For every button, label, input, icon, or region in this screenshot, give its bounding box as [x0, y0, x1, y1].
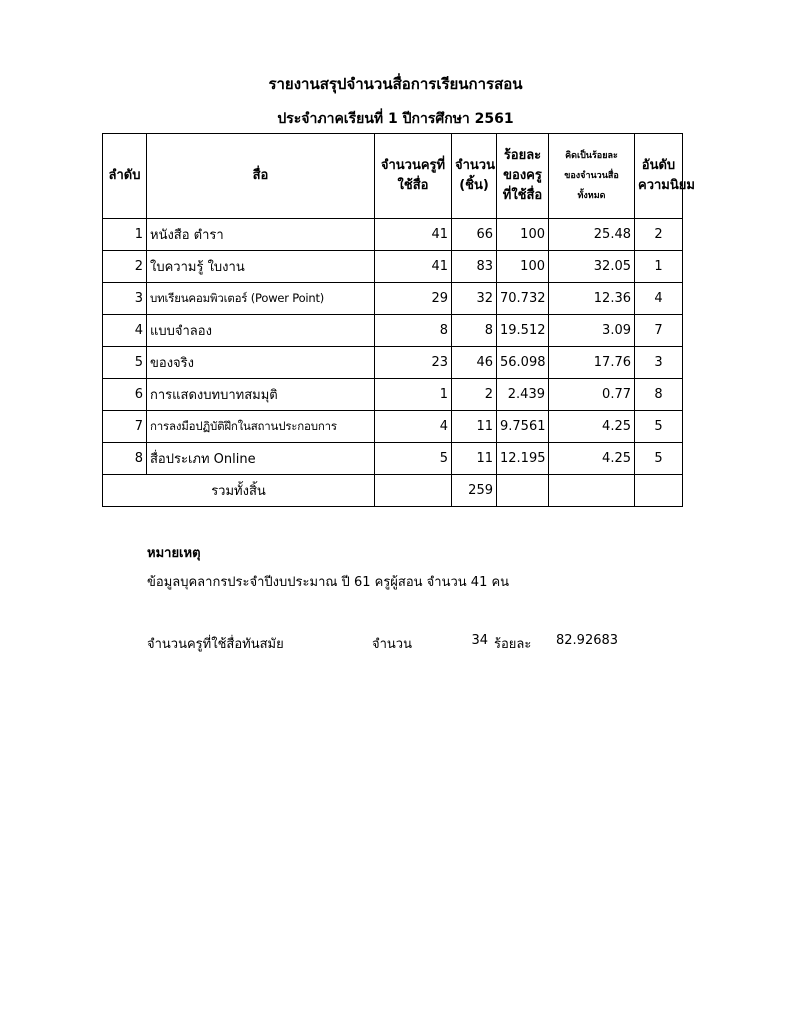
pct-teachers: 2.439: [497, 379, 549, 411]
rank: 2: [635, 219, 683, 251]
table-row: [103, 251, 683, 283]
rank: 4: [635, 283, 683, 315]
row-number: 7: [103, 411, 147, 443]
pct-teachers: 70.732: [497, 283, 549, 315]
rank: 8: [635, 379, 683, 411]
piece-count: 8: [452, 315, 497, 347]
pct-media: 4.25: [549, 411, 635, 443]
summary-count-label: จำนวน: [372, 637, 412, 652]
row-number: 6: [103, 379, 147, 411]
note-body: ข้อมูลบุคลากรประจำปีงบประมาณ ปี 61 ครูผู้สอน จำนวน 41 คน: [147, 575, 510, 590]
header-pct-media: คิดเป็นร้อยละ ของจำนวนสื่อ ทั้งหมด: [549, 134, 635, 219]
note-heading: หมายเหตุ: [147, 546, 201, 561]
teacher-count: 8: [375, 315, 452, 347]
media-name: ใบความรู้ ใบงาน: [147, 251, 375, 283]
media-name: หนังสือ ตำรา: [147, 219, 375, 251]
pct-media: 17.76: [549, 347, 635, 379]
total-pct-media-empty: [549, 475, 635, 507]
table-row: [103, 219, 683, 251]
total-pieces: 259: [452, 475, 497, 507]
piece-count: 11: [452, 443, 497, 475]
pct-media: 0.77: [549, 379, 635, 411]
row-number: 1: [103, 219, 147, 251]
header-pct-teachers: ร้อยละ ของครู ที่ใช้สื่อ: [497, 134, 549, 219]
summary-percent-label: ร้อยละ: [494, 637, 532, 652]
pct-teachers: 100: [497, 219, 549, 251]
teacher-count: 1: [375, 379, 452, 411]
teacher-count: 4: [375, 411, 452, 443]
total-teachers-empty: [375, 475, 452, 507]
header-pieces: จำนวน (ชิ้น): [452, 134, 497, 219]
row-number: 2: [103, 251, 147, 283]
header-teachers: จำนวนครูที่ ใช้สื่อ: [375, 134, 452, 219]
summary-label: จำนวนครูที่ใช้สื่อทันสมัย: [147, 637, 284, 652]
header-order: ลำดับ: [103, 134, 147, 219]
piece-count: 83: [452, 251, 497, 283]
media-name: การลงมือปฏิบัติฝึกในสถานประกอบการ: [147, 411, 375, 443]
pct-media: 3.09: [549, 315, 635, 347]
row-number: 4: [103, 315, 147, 347]
piece-count: 2: [452, 379, 497, 411]
rank: 1: [635, 251, 683, 283]
table-row: [103, 283, 683, 315]
report-subtitle: ประจำภาคเรียนที่ 1 ปีการศึกษา 2561: [277, 111, 514, 127]
summary-percent: 82.92683: [556, 633, 619, 648]
report-title: รายงานสรุปจำนวนสื่อการเรียนการสอน: [268, 75, 523, 93]
piece-count: 46: [452, 347, 497, 379]
table-row: [103, 379, 683, 411]
pct-media: 32.05: [549, 251, 635, 283]
total-rank-empty: [635, 475, 683, 507]
teacher-count: 5: [375, 443, 452, 475]
media-summary-table: [102, 133, 695, 507]
pct-media: 25.48: [549, 219, 635, 251]
media-name: การแสดงบทบาทสมมุติ: [147, 379, 375, 411]
row-number: 8: [103, 443, 147, 475]
total-row: [103, 475, 683, 507]
teacher-count: 41: [375, 219, 452, 251]
rank: 5: [635, 411, 683, 443]
rank: 7: [635, 315, 683, 347]
pct-teachers: 19.512: [497, 315, 549, 347]
table-row: [103, 443, 683, 475]
table-row: [103, 411, 683, 443]
pct-teachers: 56.098: [497, 347, 549, 379]
row-number: 5: [103, 347, 147, 379]
media-name: แบบจำลอง: [147, 315, 375, 347]
total-pct-teachers-empty: [497, 475, 549, 507]
media-name: สื่อประเภท Online: [147, 443, 375, 475]
table-row: [103, 347, 683, 379]
teacher-count: 23: [375, 347, 452, 379]
media-name: บทเรียนคอมพิวเตอร์ (Power Point): [147, 283, 375, 315]
piece-count: 32: [452, 283, 497, 315]
pct-teachers: 12.195: [497, 443, 549, 475]
piece-count: 66: [452, 219, 497, 251]
pct-media: 4.25: [549, 443, 635, 475]
teacher-count: 41: [375, 251, 452, 283]
header-media: สื่อ: [147, 134, 375, 219]
header-rank: อันดับ ความนิยม: [635, 134, 683, 219]
piece-count: 11: [452, 411, 497, 443]
media-name: ของจริง: [147, 347, 375, 379]
summary-count: 34: [471, 633, 488, 648]
pct-teachers: 100: [497, 251, 549, 283]
row-number: 3: [103, 283, 147, 315]
total-label: รวมทั้งสิ้น: [103, 475, 375, 507]
table-header-row: [103, 134, 683, 219]
rank: 5: [635, 443, 683, 475]
teacher-count: 29: [375, 283, 452, 315]
table-row: [103, 315, 683, 347]
rank: 3: [635, 347, 683, 379]
pct-teachers: 9.7561: [497, 411, 549, 443]
pct-media: 12.36: [549, 283, 635, 315]
